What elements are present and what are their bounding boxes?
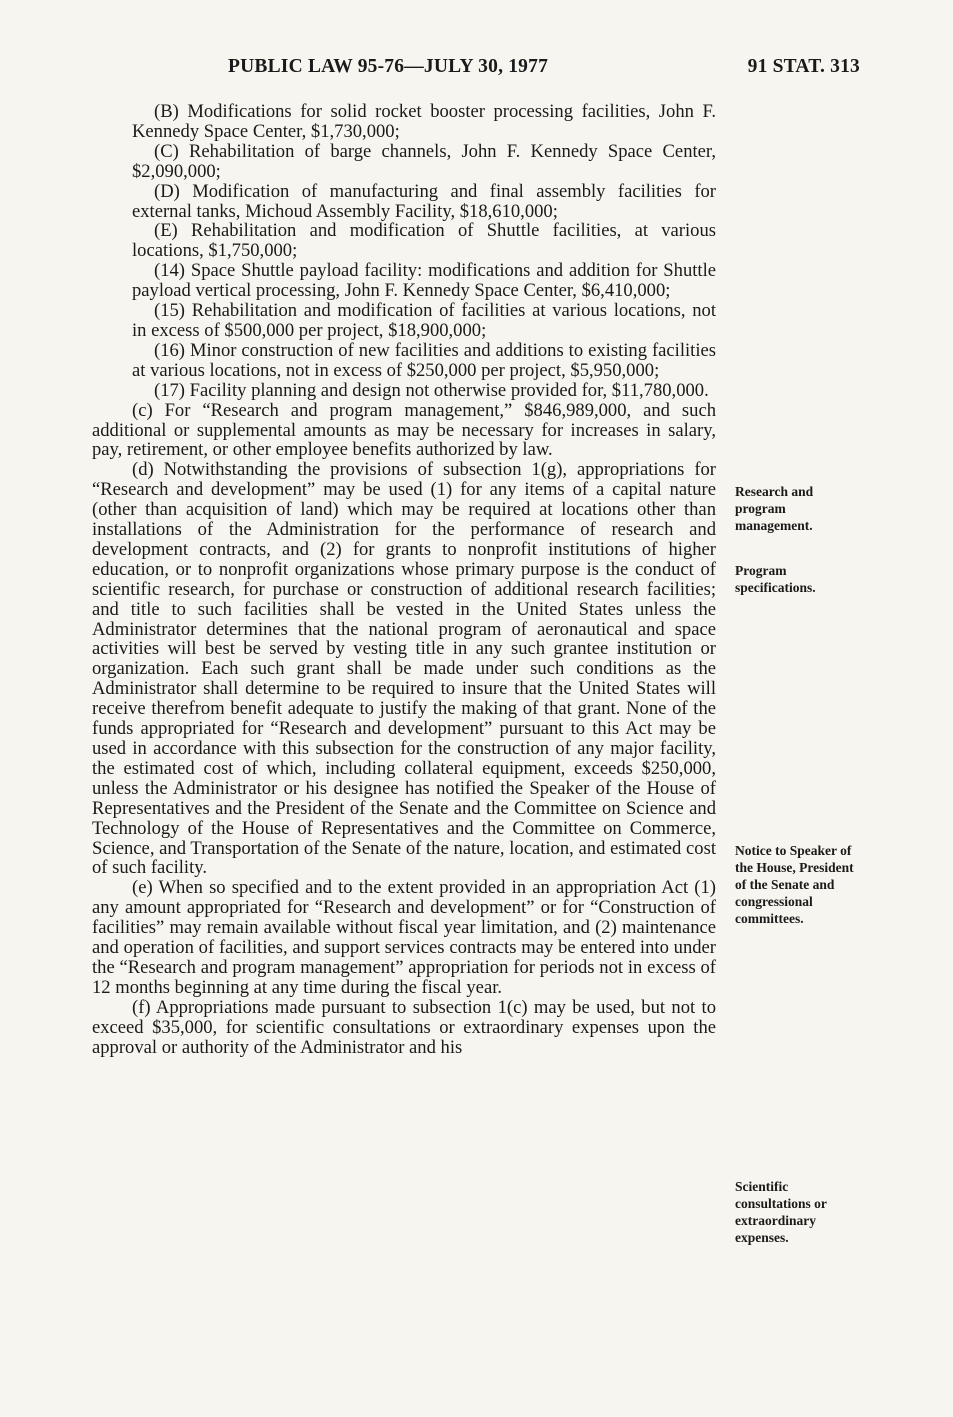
paragraph-17: (17) Facility planning and design not otherwise provided for, $11,780,000. bbox=[154, 379, 709, 401]
paragraph-e: (E) Rehabilitation and modification of Shuttle facilities, at various locations, $1,750,000; bbox=[132, 220, 716, 262]
law-title: PUBLIC LAW 95-76—JULY 30, 1977 bbox=[228, 56, 549, 77]
margin-note-research: Research and program management. bbox=[735, 484, 814, 533]
paragraph-15: (15) Rehabilitation and modification of facilities at various locations, not in excess of $500,000 per project, $18,900,000; bbox=[132, 300, 716, 341]
margin-note-scientific: Scientific consultations or extraordinary expenses. bbox=[735, 1179, 827, 1245]
statute-page-number: 91 STAT. 313 bbox=[747, 56, 860, 77]
subsection-f: (f) Appropriations made pursuant to subsection 1(c) may be used, but not to exceed $35,000, for scientific consultations or extraordinary expenses upon the approval or authority of the Administrator and his bbox=[92, 996, 716, 1058]
margin-note-program: Program specifications. bbox=[735, 563, 816, 595]
subsection-e: (e) When so specified and to the extent provided in an appropriation Act (1) any amount appropriated for “Research and development” or for “Construction of facilities” may remain available without fiscal year limitation, and (2) maintenance and operation of facilities, and support services contracts may be entered into under the “Research and program management” appropriation for periods not in excess of 12 months beginning at any time during the fiscal year. bbox=[92, 877, 716, 998]
paragraph-14: (14) Space Shuttle payload facility: modifications and addition for Shuttle payload vertical processing, John F. Kennedy Space Center, $6,410,000; bbox=[132, 260, 716, 302]
paragraph-16: (16) Minor construction of new facilities and additions to existing facilities at various locations, not in excess of $250,000 per project, $5,950,000; bbox=[132, 339, 716, 381]
subsection-d: (d) Notwithstanding the provisions of subsection 1(g), appropriations for “Research and development” may be used (1) for any items of a capital nature (other than acquisition of land) which may be required at locations other than installations of the Administration for the performance of research and development contracts, and (2) for grants to nonprofit institutions of higher education, or to nonprofit organizations whose primary purpose is the conduct of scientific research, for purchase or construction of additional research facilities; and title to such facilities shall be vested in the United States unless the Administrator determines that the national program of aeronautical and space activities will best be served by vesting title in any such grantee institution or organization. Each such grant shall be made under such conditions as the Administrator shall determine to be required to insure that the United States will receive therefrom benefit adequate to justify the making of that grant. None of the funds appropriated for “Research and development” pursuant to this Act may be used in accordance with this subsection for the construction of any major facility, the estimated cost of which, including collateral equipment, exceeds $250,000, unless the Administrator or his designee has notified the Speaker of the House of Representatives and the President of the Senate and the Committee on Science and Technology of the House of Representatives and the Committee on Commerce, Science, and Transportation of the Senate of the nature, location, and estimated cost of such facility. bbox=[92, 459, 716, 879]
paragraph-b: (B) Modifications for solid rocket booster processing facilities, John F. Kennedy Space Center, $1,730,000; bbox=[132, 101, 716, 142]
subsection-c: (c) For “Research and program management,” $846,989,000, and such additional or supplemental amounts as may be necessary for increases in salary, pay, retirement, or other employee benefits authorized by law. bbox=[92, 399, 716, 461]
paragraph-c: (C) Rehabilitation of barge channels, John F. Kennedy Space Center, $2,090,000; bbox=[132, 140, 716, 182]
body-text bbox=[92, 102, 716, 1058]
paragraph-d: (D) Modification of manufacturing and final assembly facilities for external tanks, Michoud Assembly Facility, $18,610,000; bbox=[132, 180, 716, 222]
margin-note-notice: Notice to Speaker of the House, President of the Senate and congressional committees. bbox=[735, 843, 854, 926]
page-header bbox=[228, 56, 860, 84]
